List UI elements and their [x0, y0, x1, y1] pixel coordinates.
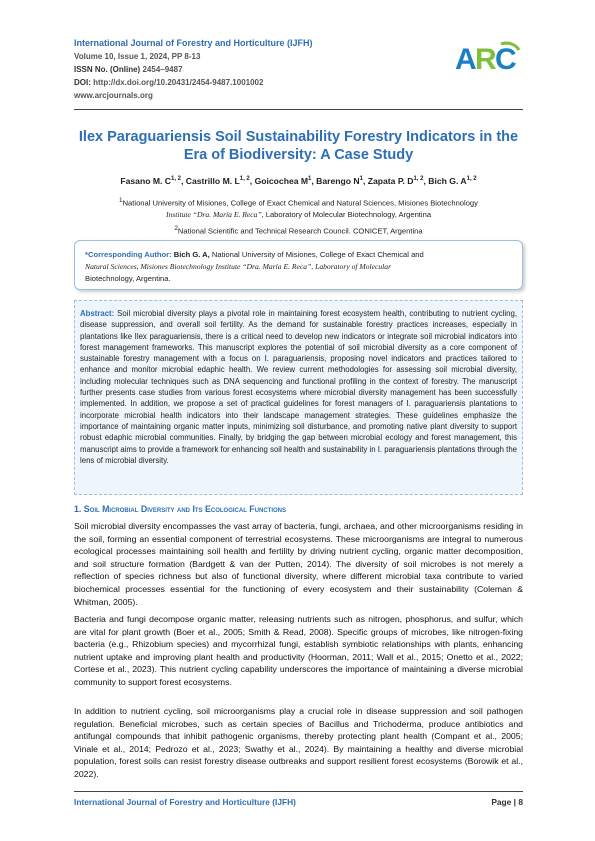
website-link[interactable]: www.arcjournals.org: [74, 91, 153, 100]
abstract-label: Abstract:: [80, 309, 115, 318]
paragraph-1: Soil microbial diversity encompasses the vast array of bacteria, fungi, archaea, and other microorganisms residing in the soil, forming an essential component of terrestrial ecosystems. These microorganisms are integral to numerous ecological processes maintaining soil health and fertility by driving nutrient cycling, organic matter decomposition, and soil structure formation (Bardgett & van der Putten, 2014). The diversity of soil microbes is not merely a reflection of species richness but also of functional diversity, where different microbial taxa contribute to varied biochemical processes essential for the functioning of every ecosystem and their sustainability (Coleman & Whitman, 2005).: [74, 521, 523, 607]
author-name: Castrillo M. L: [185, 176, 240, 186]
header-rule: [74, 109, 523, 110]
paragraph-3: In addition to nutrient cycling, soil microorganisms play a crucial role in disease suppression and soil pathogen regulation. Beneficial microbes, such as certain species of Bacillus and Trichoderma, produce antibiotics and antifungal compounds that inhibit pathogenic organisms, thereby protecting plant health (Compant et al., 2005; Vinale et al., 2014; Pedrozo et al., 2023; Swathy et al., 2024). By maintaining a healthy and diverse microbial population, forest soils can resist forestry disease outbreaks and support resilient forest ecosystems (Borowik et al., 2022).: [74, 706, 523, 779]
doi-line: [74, 78, 263, 87]
corresponding-label: *Corresponding Author:: [85, 250, 172, 259]
corresponding-institute: Natural Sciences, Misiones Biotechnology Institute “Dra. María E. Reca”, Laboratory of Molecular: [85, 262, 392, 271]
author-name: Bich G. A: [428, 176, 467, 186]
issn-line: [74, 65, 183, 74]
page-number: Page | 8: [491, 797, 523, 807]
paper-title: Ilex Paraguariensis Soil Sustainability Forestry Indicators in the Era of Biodiversity: A Case Study: [78, 129, 519, 163]
section-heading: 1. Soil Microbial Diversity and Its Ecological Functions: [74, 504, 287, 514]
footer-rule: [74, 791, 523, 792]
paragraph-2: Bacteria and fungi decompose organic matter, releasing nutrients such as nitrogen, phosphorus, and sulfur, which are vital for plant growth (Boer et al., 2005; Smith & Read, 2008). Specific groups of microbes, like nitrogen-fixing bacteria (e.g., Rhizobium species) and mycorrhizal fungi, establish symbiotic relationships with plants, enhancing nutrient uptake and improving plant health and productivity (Hoorman, 2011; Wall et al., 2015; Onetto et al., 2022; Cortese et al., 2023). This nutrient cycling capability underscores the importance of maintaining a diverse microbial community to support forest ecosystems.: [74, 614, 523, 687]
arc-logo: [455, 38, 521, 78]
issn-label: ISSN No. (Online): [74, 65, 141, 74]
abstract-box: [74, 300, 523, 495]
svg-text:A: A: [455, 43, 477, 76]
doi-label: DOI:: [74, 78, 91, 87]
doi-link[interactable]: http://dx.doi.org/10.20431/2454-9487.1001002: [93, 78, 264, 87]
affiliation-2: $^2$National Scientific and Technical Research Council. CONICET, Argentina: [174, 225, 423, 236]
author-name: Barengo N: [316, 176, 360, 186]
affiliation-1: $^1$National University of Misiones, College of Exact Chemical and Natural Sciences, Misiones Biotechnology Institute “Dra. María E. Reca”, Laboratory of Molecular Biotechnology, Argentina: [119, 197, 478, 219]
author-name: Zapata P. D: [367, 176, 414, 186]
corresponding-name: Bich G. A,: [173, 250, 210, 259]
abstract-text: Soil microbial diversity plays a pivotal role in maintaining forest ecosystem health, contributing to nutrient cycling, disease suppression, and overall soil fertility. As the demand for sustainable forestry practices increases, especially in plantations like Ilex paraguariensis, there is a critical need to develop new indicators or integrate soil microbial indicators into forest management frameworks. This manuscript explores the potential of soil microbial diversity as a core component of sustainable forestry management with a focus on I. paraguariensis, proposing novel indicators and practices tailored to enhance and monitor microbial edaphic health. We review current methodologies for assessing soil microbial diversity, including molecular techniques such as DNA sequencing and functional profiling in the context of forestry. The manuscript further presents case studies from various forest ecosystems where microbial diversity management has been successfully implemented. In addition, we propose a set of practical guidelines for forest managers of I. paraguariensis plantations to incorporate microbial health indicators into their landscape management strategies. These guidelines emphasize the importance of maintaining organic matter inputs, minimizing soil disturbance, and promoting native plant diversity to support robust edaphic microbial communities. Finally, by bridging the gap between microbial ecology and forest management, this manuscript aims to provide a framework for enhancing soil health and sustainability in I. paraguariensis plantations through the lens of microbial diversity.: [80, 309, 517, 465]
svg-text:R: R: [475, 43, 497, 76]
author-name: Goicochea M: [254, 176, 309, 186]
corresponding-author-box: *Corresponding Author: Bich G. A, National University of Misiones, College of Exact Chemical and Natural Sciences, Misiones Biotechnology Institute “Dra. María E. Reca”, Laboratory of Molecular Biotechnology, Argentina.: [74, 240, 523, 290]
author-list: Fasano M. C$^{1, 2}$, Castrillo M. L$^{1, 2}$, Goicochea $M^1$, Barengo $N^1$, Zapata P. D$^{1, 2}$, Bich G. A$^{1, 2}$: [120, 176, 477, 186]
journal-name: International Journal of Forestry and Horticulture (IJFH): [74, 38, 313, 48]
volume-info: Volume 10, Issue 1, 2024, PP 8-13: [74, 52, 201, 61]
footer-journal: International Journal of Forestry and Horticulture (IJFH): [74, 797, 296, 807]
author-name: Fasano M. C: [120, 176, 171, 186]
svg-text:C: C: [495, 43, 517, 76]
issn-value: 2454–9487: [142, 65, 183, 74]
